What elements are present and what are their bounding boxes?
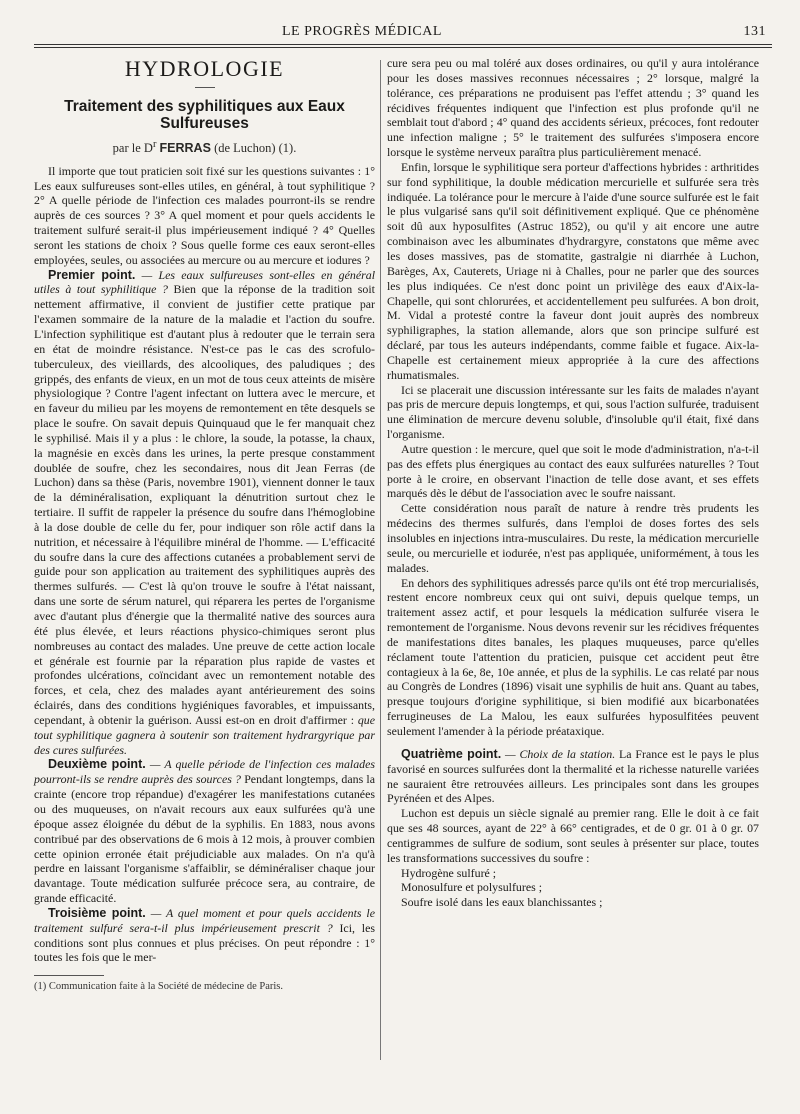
point-three-label: Troisième point. [48,905,146,920]
right-column [387,56,759,910]
point-four-question: — Choix de la station. [501,746,616,761]
author-name: FERRAS [159,140,211,155]
right-paragraph-2: Enfin, lorsque le syphilitique sera porteur d'affections hybrides : arthritides sur fond syphilitique, la double médication mercurielle et sulfurée sera très indiquée. La tolérance pour le mercure à l'aide d'une source sulfurée est le fait le plus vulgarisé sans qu'il soit définitivement expliqué. Que ce phénomène soit dû aux hyposulfites (Astruc 1852), ou qu'il y ait encore une autre combinaison avec les albuminates d'hydrargyre, constatons que même avec les doses massives, pas de stomatite, gastralgie ni diarrhée à Luchon, Barèges, Ax, Cauterets, Uriage ni à Challes, pour ne parler que des sources les plus indiquées. Ce n'est donc point un privilège des eaux d'Aix-la-Chapelle, qui sont chlorurées, et accidentellement peu sulfurées. A bon droit, M. Vidal a protesté contre la faveur dont jouit auprès des nombreux syphiligraphes, la station allemande, alors que son principe sulfuré est déclaré, par tous les auteurs indépendants, comme faible et fugace. Aix-la-Chapelle est certainement mieux appropriée à la cure des affections rhumatismales. [387,159,759,382]
point-one-text: Bien que la réponse de la tradition soit nettement affirmative, il convient de justifier cette pratique par l'examen sommaire de la nature de la maladie et l'action du soufre. L'infection syphilitique est d'autant plus à redouter que le terrain sera en état de moindre résistance. N'est-ce pas le cas des scrofulo-tuberculeux, des vieillards, des alcooliques, des paludiques ; des grippés, des enfants de vieux, en un mot de tous ceux atteints de misère physiologique ? Contre l'agent infectant on luttera avec le mercure, et en faveur du milieu par les moyens de remontement en tête desquels se place le soufre. On savait depuis Quinquaud que le fer manquait chez le syphilisé. Mais il y a plus : le chlore, la soude, la potasse, la chaux, la magnésie en excès dans les urines, la perte presque constamment doublée de soufre, chez les secondaires, nous dit Jean Ferras (de Luchon) dans sa thèse (Paris, novembre 1901), viennent donner le taux de la déminéralisation, expliquant la dénutrition surtout chez le tertiaire. Il suffit de rappeler la présence du soufre dans l'hémoglobine à la dose double de celle du fer, pour indiquer son rôle actif dans la nutrition, et nécessaire à l'équilibre minéral de l'homme. — L'efficacité du soufre dans la cure des affections cutanées a probablement servi de guide pour son application au traitement des syphilitiques auprès des thermes sulfurés. — C'est là qu'on trouve le soufre à l'état naissant, dans une sorte de sérum naturel, qui réparera les pertes de l'organisme avec d'autant plus d'énergie que la thermalité native des sources aura été plus élevée, et leurs réactions physico-chimiques seront plus nombreuses au contact des malades. Une preuve de cette action locale et générale est fournie par la réparation plus rapide de vastes et profondes ulcérations, coïncidant avec un remontement notable des forces, et cela, chez des malades ayant antérieurement des soins éclairés, dans des conditions hygiéniques favorables, et impuissants, cependant, à obtenir la guérison. Aussi est-on en droit d'affirmer : [34,282,375,727]
intro-paragraph: Il importe que tout praticien soit fixé sur les questions suivantes : 1° Les eaux sulfureuses sont-elles utiles, en général, à tout syphilitique ? 2° A quelle période de l'infection ces malades pourront-ils se rendre auprès de ces sources ? 3° A quel moment et pour quels accidents le traitement sulfuré serait-il plus impérieusement indiqué ? 4° Quelles seront les stations de choix ? Sous quelle forme ces eaux seront-elles employées, seules, ou associées au mercure ou au mercure et iodures ? [34,163,375,267]
left-column [34,56,375,995]
column-divider [380,60,381,1060]
header-rule [34,44,772,45]
footnote-rule [34,975,104,976]
byline-sup: r [152,138,157,150]
point-two-text: Pendant longtemps, dans la crainte (encore trop répandue) d'exagérer les manifestations cutanées ou des muqueuses, on n'avait recours aux eaux sulfurées qu'à une époque assez éloignée du début de la syphilis. En 1883, nous avons contribué par des observations de 6 mois à 12 mois, à prouver combien cette opinion erronée était préjudiciable aux malades. On n'a qu'à perdre en laissant l'organisme s'affaiblir, se déminéraliser chaque jour davantage. Toute médication sulfurée précoce sera, au contraire, de grande efficacité. [34,772,375,906]
sulfur-list-item-2: Monosulfure et polysulfures ; [401,880,543,895]
article-title: Traitement des syphilitiques aux Eaux Sulfureuses [64,97,345,132]
right-paragraph-4: Autre question : le mercure, quel que soit le mode d'administration, n'a-t-il pas des effets plus énergiques au contact des eaux sulfurées naturelles ? Tout porte à le croire, en observant l'inaction de telle dose avant, et ses effets marqués dès le début de l'association avec le soufre naissant. [387,441,759,501]
sulfur-list-item-3: Soufre isolé dans les eaux blanchissantes ; [401,895,603,910]
point-two-label: Deuxième point. [48,757,146,772]
sulfur-list-item-1: Hydrogène sulfuré ; [401,865,497,880]
section-dash [34,79,375,94]
point-four-text: La France est le pays le plus favorisé en sources sulfurées dont la thermalité et la richesse naturelle variées ne sauraient être retrouvées ailleurs. Les principales sont dans les groupes Pyrénéen et des Alpes. [387,746,759,806]
section-heading: HYDROLOGIE [124,56,285,81]
point-one-label: Premier point. [48,267,136,282]
running-head [34,22,772,42]
page-number: 131 [743,24,766,39]
byline-prefix: par le D [112,140,153,155]
point-four-label: Quatrième point. [401,746,502,761]
point-two-question: — A quelle période de l'infection ces malades pourront-ils se rendre auprès des sources ? [34,757,375,787]
point-three-question: — A quel moment et pour quels accidents le traitement sulfuré sera-t-il plus impérieusement prescrit ? [34,905,375,935]
point-three-text: Ici, les conditions sont plus connues et plus précises. On peut répondre : 1° toutes les fois que le mer- [34,920,375,965]
footnote: (1) Communication faite à la Société de médecine de Paris. [34,981,283,993]
point-one-question: — Les eaux sulfureuses sont-elles en général utiles à tout syphilitique ? [34,267,376,297]
point-four-paragraph [387,747,759,806]
right-paragraph-5: Cette considération nous paraît de nature à rendre très prudents les médecins des thermes sulfurés, dans l'emploi de doses fortes des sels insolubles en injections intra-musculaires. Du reste, la médication mercurielle seule, ou mercurielle et iodurée, n'est pas appliquée, uniformément, à tous les malades. [387,501,759,575]
point-two-paragraph [34,757,375,905]
right-paragraph-1: cure sera peu ou mal toléré aux doses ordinaires, ou qu'il y aura intolérance pour les doses massives reconnues nécessaires ; 2° lorsque, malgré la tolérance, ces préparations ne produisent pas l'effet attendu ; 3° quand les récidives fréquentes indiquent que l'infection est plus profonde qu'il ne semblait tout d'abord ; 4° quand des accidents sérieux, précoces, font redouter une infection maligne ; 5° le traitement des sulfurées s'imposera encore lorsque le système nerveux paraîtra plus particulièrement menacé. [387,56,759,160]
header-rule-thin [34,47,772,48]
byline-suffix: (de Luchon) (1). [210,140,297,155]
right-paragraph-3: Ici se placerait une discussion intéressante sur les faits de malades n'ayant pas pris de mercure depuis longtemps, et qui, sous l'action sulfurée, traduisent une élimination de mercure devenu soluble, d'insoluble qu'il était, fixé dans l'organisme. [387,382,759,442]
luchon-paragraph: Luchon est depuis un siècle signalé au premier rang. Elle le doit à ce fait que ses 48 sources, ayant de 22° à 66° centigrades, et de 0 gr. 01 à 0 gr. 07 centigrammes de sulfure de sodium, sont seules à présenter sur place, toutes les transformations successives du soufre : [387,806,759,865]
point-one-paragraph [34,268,375,758]
point-one-conclusion: que tout syphilitique gagnera à soutenir son traitement hydrargyrique par des cures sulfurées. [34,712,375,757]
right-paragraph-6: En dehors des syphilitiques adressés parce qu'ils ont été trop mercurialisés, restent encore nombreux ceux qui ont suivi, depuis quelque temps, un traitement assez actif, et pour lesquels la médication sulfurée visera le remontement de l'organisme. Nous devons revenir sur les récidives fréquentes de manifestations dites banales, les plaques muqueuses, parce qu'elles réclament toute l'attention du praticien, puisque cet accident peut être contagieux à la 6e, 8e, 10e année, et plus de la syphilis. Le cas relaté par nous au Congrès de Londres (1896) visait une syphilis de huit ans. Quant au tabes, presque toujours d'origine syphilitique, si bien modifié aux bicarbonatées ferrugineuses de La Malou, les eaux sulfurées hyposulfitées peuvent seulement l'amender à la période préataxique. [387,575,759,738]
journal-title: LE PROGRÈS MÉDICAL [282,24,442,39]
point-three-paragraph [34,906,375,965]
byline [34,138,375,156]
